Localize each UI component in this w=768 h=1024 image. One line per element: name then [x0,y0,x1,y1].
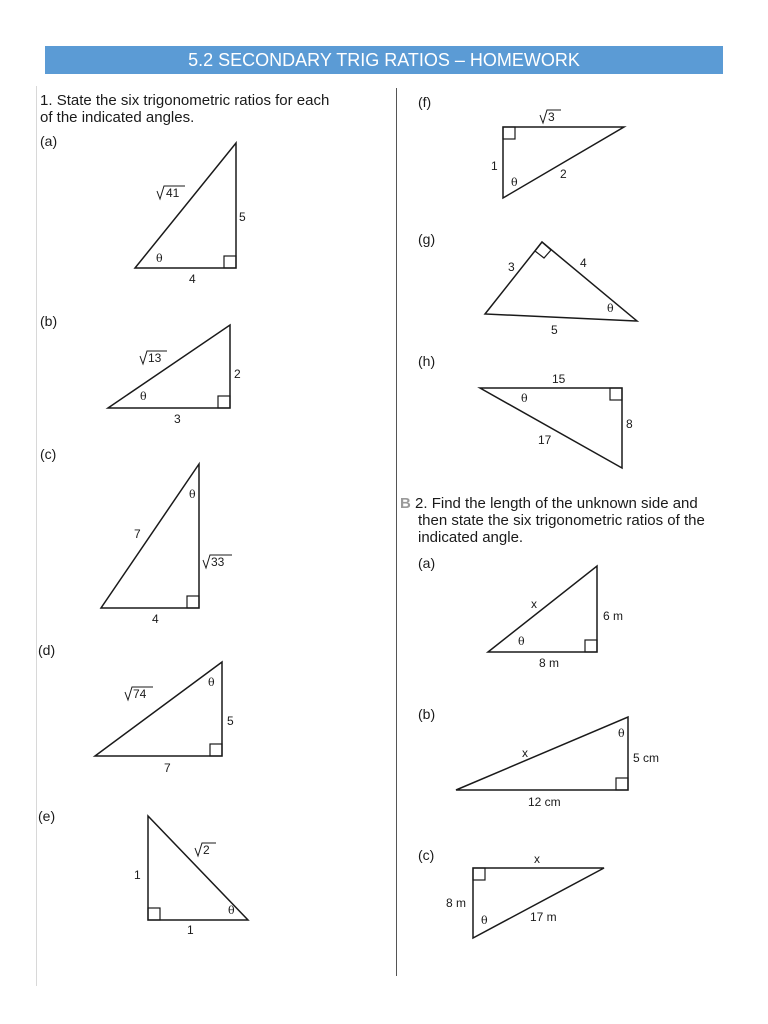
angle-theta: θ [511,176,518,189]
right-angle-marker [503,127,515,139]
angle-theta: θ [208,676,215,689]
triangle-1b [108,325,241,426]
question-1-line-2: of the indicated angles. [40,109,195,126]
triangle-2b-shape [456,717,628,790]
section-marker: B [400,495,411,512]
triangle-1d-shape [95,662,222,756]
hypotenuse-label: x [522,746,528,760]
horizontal-side-label: 7 [164,761,171,775]
part-label-1e: (e) [38,808,56,824]
vertical-side-label: 33 [211,555,225,569]
part-label-2a: (a) [418,555,436,571]
hypotenuse-label: x [531,597,537,611]
question-1-number: 1. [40,92,53,109]
angle-theta: θ [189,488,196,501]
vertical-side-label: 1 [134,868,141,882]
triangle-1a-shape [135,143,236,268]
question-1-line-1: State the six trigonometric ratios for each [56,92,330,109]
triangle-2c [446,852,604,938]
right-angle-marker [224,256,236,268]
hypotenuse-label: 41 [166,186,180,200]
left-leg-label: 3 [508,260,515,274]
triangle-2b [456,717,659,809]
triangle-2a-shape [488,566,597,652]
question-2-line-3: indicated angle. [418,529,524,546]
triangle-2a [488,566,623,670]
base-label: 5 [551,323,558,337]
horizontal-side-label: 8 m [539,656,560,670]
triangle-1h-shape [480,388,622,468]
vertical-side-label: 8 m [446,896,467,910]
angle-theta: θ [140,390,147,403]
top-side-label: x [534,852,540,866]
hypotenuse-label: 7 [134,527,141,541]
right-angle-marker [148,908,160,920]
horizontal-side-label: 4 [152,612,159,626]
vertical-side-label: 5 [227,714,234,728]
right-angle-marker [610,388,622,400]
vertical-side-label: 5 cm [633,751,660,765]
vertical-side-label: 2 [234,367,241,381]
question-2-line-1: Find the length of the unknown side and [431,495,698,512]
angle-theta: θ [521,392,528,405]
page-title: 5.2 SECONDARY TRIG RATIOS – HOMEWORK [188,49,580,70]
right-angle-marker [616,778,628,790]
triangle-1f-shape [503,127,624,198]
triangle-1e [134,816,248,937]
top-side-label: 15 [552,372,566,386]
angle-theta: θ [618,727,625,740]
triangle-1g-shape [485,242,637,321]
hypotenuse-label: 17 [538,433,552,447]
part-label-2b: (b) [418,706,436,722]
part-label-2c: (c) [418,847,435,863]
part-label-1f: (f) [418,94,432,110]
top-side-label: 3 [548,110,555,124]
vertical-side-label: 8 [626,417,633,431]
angle-theta: θ [228,904,235,917]
right-angle-marker [473,868,485,880]
part-label-1g: (g) [418,231,436,247]
triangle-1f [491,110,624,198]
angle-theta: θ [481,914,488,927]
right-angle-marker [535,242,551,258]
horizontal-side-label: 4 [189,272,196,286]
vertical-side-label: 1 [491,159,498,173]
angle-theta: θ [156,252,163,265]
part-label-1h: (h) [418,353,436,369]
right-angle-marker [187,596,199,608]
triangle-1g [485,242,637,337]
part-label-1c: (c) [40,446,57,462]
part-label-1b: (b) [40,313,58,329]
triangle-2c-shape [473,868,604,938]
question-2-number: 2. [415,495,428,512]
right-angle-marker [210,744,222,756]
right-leg-label: 4 [580,256,587,270]
hypotenuse-label: 74 [133,687,147,701]
right-angle-marker [218,396,230,408]
hypotenuse-label: 17 m [530,910,557,924]
question-2-line-2: then state the six trigonometric ratios of the [418,512,705,529]
part-label-1d: (d) [38,642,56,658]
triangle-1a [135,143,246,286]
hypotenuse-label: 2 [560,167,567,181]
angle-theta: θ [518,635,525,648]
angle-theta: θ [607,302,614,315]
vertical-side-label: 6 m [603,609,624,623]
hypotenuse-label: 13 [148,351,162,365]
right-angle-marker [585,640,597,652]
horizontal-side-label: 3 [174,412,181,426]
triangle-1c-shape [101,464,199,608]
horizontal-side-label: 1 [187,923,194,937]
horizontal-side-label: 12 cm [528,795,561,809]
part-label-1a: (a) [40,133,58,149]
triangle-1d [95,662,234,775]
hypotenuse-label: 2 [203,843,210,857]
triangle-1h [480,372,633,468]
vertical-side-label: 5 [239,210,246,224]
triangle-1b-shape [108,325,230,408]
triangle-1c [101,464,232,626]
